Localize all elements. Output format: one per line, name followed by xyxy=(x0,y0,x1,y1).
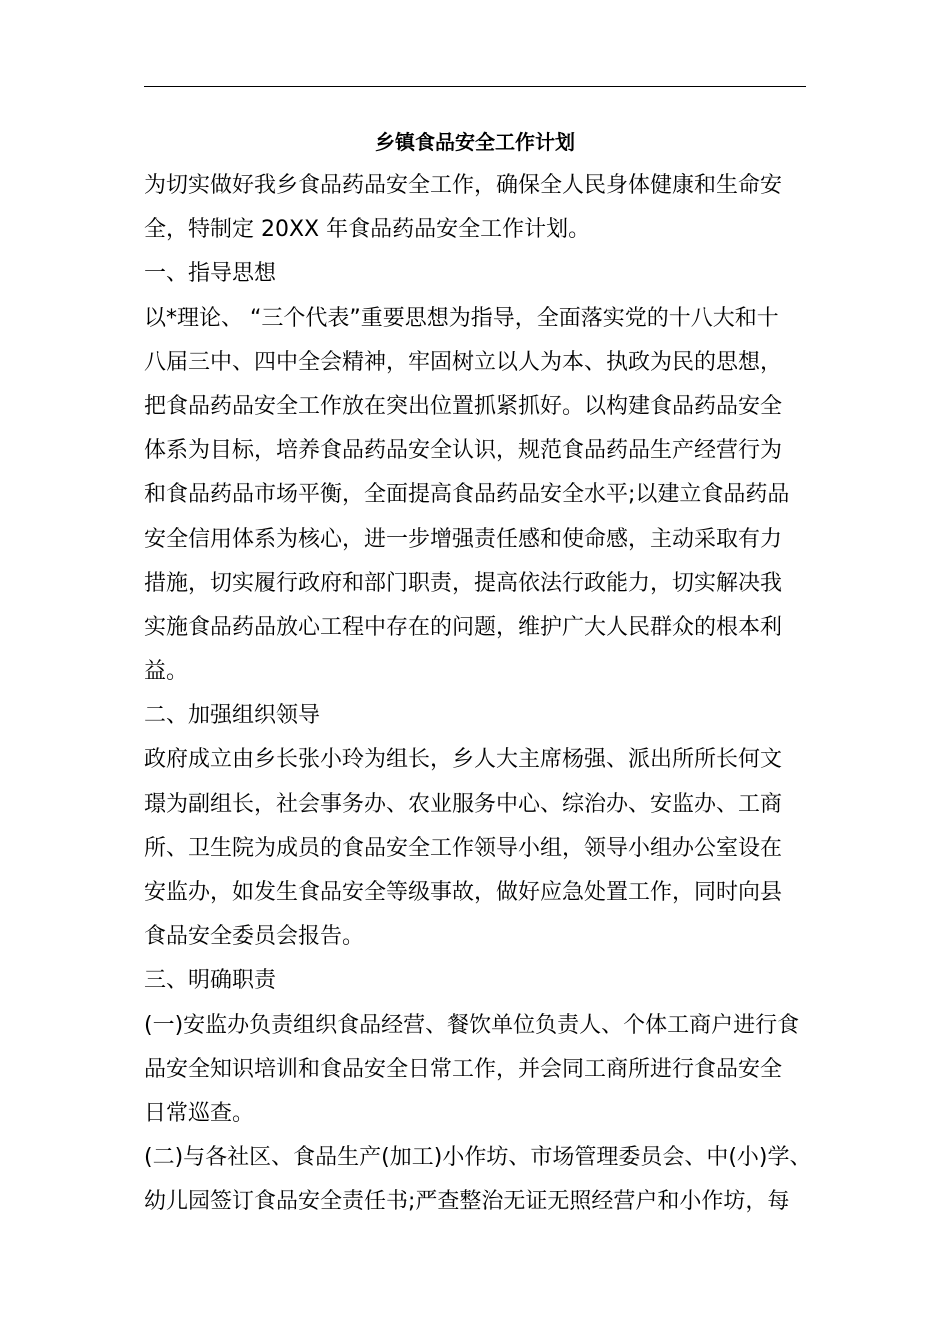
text-line: 把食品药品安全工作放在突出位置抓紧抓好。以构建食品药品安全 xyxy=(144,393,783,419)
header-rule xyxy=(144,86,806,87)
text-line: 益。 xyxy=(144,659,189,685)
text-line: 体系为目标，培养食品药品安全认识，规范食品药品生产经营行为 xyxy=(144,438,783,464)
text-line: 八届三中、四中全会精神，牢固树立以人为本、执政为民的思想， xyxy=(144,349,783,375)
text-line: 全，特制定 20XX 年食品药品安全工作计划。 xyxy=(144,217,591,243)
section-heading: 一、指导思想 xyxy=(144,261,277,287)
text-line: 所、卫生院为成员的食品安全工作领导小组，领导小组办公室设在 xyxy=(144,835,783,861)
text-line: 食品安全委员会报告。 xyxy=(144,924,365,950)
section-heading: 三、明确职责 xyxy=(144,968,277,994)
text-line: 和食品药品市场平衡，全面提高食品药品安全水平;以建立食品药品 xyxy=(144,482,790,508)
text-line: 璟为副组长，社会事务办、农业服务中心、综治办、安监办、工商 xyxy=(144,791,783,817)
text-line: 为切实做好我乡食品药品安全工作，确保全人民身体健康和生命安 xyxy=(144,173,783,198)
section-heading: 二、加强组织领导 xyxy=(144,703,321,729)
text-line: 安监办，如发生食品安全等级事故，做好应急处置工作，同时向县 xyxy=(144,880,783,905)
text-line: (二)与各社区、食品生产(加工)小作坊、市场管理委员会、中(小)学、 xyxy=(144,1145,812,1171)
text-line: 措施，切实履行政府和部门职责，提高依法行政能力，切实解决我 xyxy=(144,570,783,596)
text-line: 日常巡查。 xyxy=(144,1100,255,1126)
text-line: 政府成立由乡长张小玲为组长，乡人大主席杨强、派出所所长何文 xyxy=(144,747,783,773)
text-line: 实施食品药品放心工程中存在的问题，维护广大人民群众的根本利 xyxy=(144,614,783,640)
text-line: 品安全知识培训和食品安全日常工作，并会同工商所进行食品安全 xyxy=(144,1056,783,1082)
text-line: 以*理论、 “三个代表”重要思想为指导，全面落实党的十八大和十 xyxy=(144,305,779,331)
text-line: (一)安监办负责组织食品经营、餐饮单位负责人、个体工商户进行食 xyxy=(144,1012,800,1038)
document-body xyxy=(144,164,812,1225)
document-title: 乡镇食品安全工作计划 xyxy=(375,130,575,154)
text-line: 安全信用体系为核心，进一步增强责任感和使命感，主动采取有力 xyxy=(144,526,783,552)
text-line: 幼儿园签订食品安全责任书;严查整治无证无照经营户和小作坊，每 xyxy=(144,1189,790,1215)
